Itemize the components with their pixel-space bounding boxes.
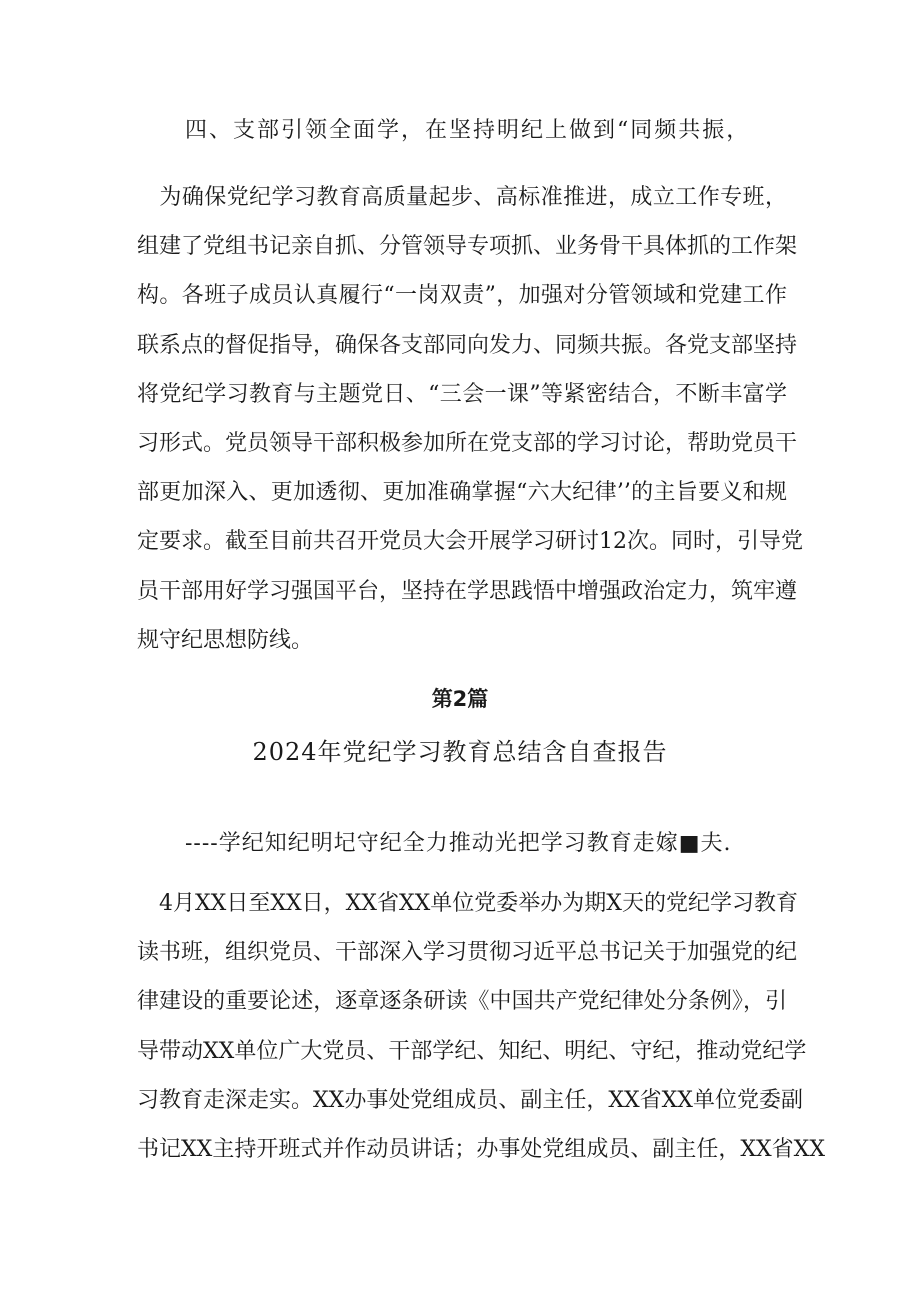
text-line: 规守纪思想防线。	[137, 627, 314, 653]
paragraph-1	[137, 173, 803, 665]
text-line: 为确保党纪学习教育高质量起步、高标准推进，成立工作专班，	[137, 185, 787, 210]
text-line: 4月XX日至XX日，XX省XX单位党委举办为期X天的党纪学习教育	[137, 891, 798, 916]
document-subtitle: ----学纪知纪明圮守纪全力推动光把学习教育走嫁■夫.	[185, 831, 732, 856]
text-line: 习教育走深走实。XX办事处党组成员、副主任，XX省XX单位党委副	[137, 1087, 803, 1113]
section-heading: 四、支部引领全面学，在坚持明纪上做到“同频共振，	[185, 118, 751, 143]
part-label: 第2篇	[431, 687, 489, 711]
text-line: 部更加深入、更加透彻、更加准确掌握“六大纪律’’的主旨要义和规	[137, 480, 787, 506]
text-line: 员干部用好学习强国平台，坚持在学思践悟中增强政治定力，筑牢遵	[137, 578, 798, 604]
text-line: 构。各班子成员认真履行“一岗双责”，加强对分管领域和党建工作	[137, 283, 787, 309]
text-line: 定要求。截至目前共召开党员大会开展学习研讨12次。同时，引导党	[137, 529, 803, 555]
text-line: 导带动XX单位广大党员、干部学纪、知纪、明纪、守纪，推动党纪学	[137, 1038, 807, 1064]
text-line: 组建了党组书记亲自抓、分管领导专项抓、业务骨干具体抓的工作架	[137, 234, 798, 260]
text-line: 书记XX主持开班式并作动员讲话；办事处党组成员、副主任，XX省XX	[137, 1136, 825, 1162]
paragraph-2	[137, 879, 825, 1174]
text-line: 读书班，组织党员、干部深入学习贯彻习近平总书记关于加强党的纪	[137, 940, 798, 966]
text-line: 将党纪学习教育与主题党日、“三会一课”等紧密结合，不断丰富学	[137, 381, 787, 407]
text-line: 联系点的督促指导，确保各支部同向发力、同频共振。各党支部坚持	[137, 332, 798, 358]
text-line: 习形式。党员领导干部积极参加所在党支部的学习讨论，帮助党员干	[137, 430, 798, 456]
text-line: 律建设的重要论述，逐章逐条研读《中国共产党纪律处分条例》，引	[137, 989, 787, 1015]
document-title: 2024年党纪学习教育总结含自查报告	[252, 738, 668, 766]
